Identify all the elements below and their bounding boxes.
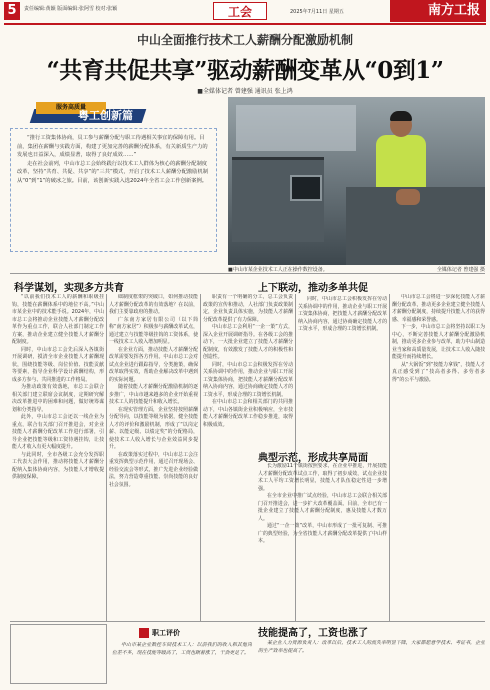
article-kicker: 中山全面推行技术工人薪酬分配激励机制 [136, 33, 353, 47]
intro-paragraph: 走在社会前列，中山市总工会始终践行以技术工人群体为核心的薪酬分配制度改革，坚持“共育、共促、共享”的“三共”模式，开启了技术工人薪酬分配激励机制从“0”到“1”的破冰之旅。目前，该创新实践入选2024年全省工会工作创新案例。 [17, 160, 209, 184]
bottom-inset-box [10, 624, 107, 684]
editor-credits: 责任编辑:黄颖 版面编辑:张阿雪 校对:张颖 [24, 6, 118, 12]
body-paragraph: 同时，中山市总工会积极发挥在劳动关系协调中的作用，推动企业与职工开展工资集体协商，把技能人才薪酬分配改革纳入协商内容，通过协商确定技能人才的工资水平，形成合理的工资增长机制。 [203, 361, 293, 398]
body-column-4 [258, 463, 387, 621]
body-paragraph: 与此同时，全市各级工会充分发挥职工代表大会作用，推动将技能人才薪酬分配纳入集体协商内容，为技能人才增收提供制度保障。 [12, 451, 104, 480]
masthead-rule [4, 23, 486, 25]
body-paragraph: 在政策落实过程中，中山市总工会注重发挥典型示范作用，通过召开现场会、经验交流会等形式，推广先进企业经验做法，努力营造尊重技能、崇尚技能的良好社会氛围。 [109, 451, 198, 488]
photo-worker [376, 113, 424, 173]
column-banner [26, 97, 146, 127]
body-column-2 [109, 294, 198, 621]
banner-label: 服务高质量 [36, 102, 106, 114]
body-paragraph: 同时，中山市总工会积极发挥在劳动关系协调中的作用，推动企业与职工开展工资集体协商，把技能人才薪酬分配改革纳入协商内容，通过协商确定技能人才的工资水平，形成合理的工资增长机制。 [298, 296, 387, 332]
section-heading-2: 上下联动，推动多单共促 [258, 283, 368, 294]
body-paragraph: 长为激励11个镇街按照要求，在企业中推进，开展技能人才薪酬分配改革试点工作，取得了初步成效，试点企业技术工人平均工资增长明显，技能人才队伍稳定性进一步增强。 [258, 463, 387, 492]
article-photo [228, 97, 485, 265]
body-paragraph: 通过“一企一策”改革，中山市形成了一批可复制、可推广的典型经验，为全省技能人才薪酬分配改革提供了中山样本。 [258, 523, 387, 544]
body-paragraph: 随着技能人才薪酬分配激励机制的逐步推广，中山市越来越多的企业开始重视技术工人的技能提升和收入增长。 [109, 384, 198, 405]
photo-credit: 全媒体记者 曾建强 摄 [436, 267, 485, 273]
section-rule [10, 273, 485, 274]
body-column-1 [12, 294, 104, 621]
body-paragraph: 中山市总工会利用“一企一策”方式，深入企业开展调研指导。在各级工会的推动下，一大批企业建立了技能人才薪酬分配制度，有效激发了技能人才的积极性和创造性。 [203, 324, 293, 360]
body-paragraph: 在现实管理方面，企业坚持按照薪酬分配导向，以技能等级为依据，健全技能人才的评价和激励机制，形成了“以岗定薪、以能定级、以绩定奖”的分配格局，使技术工人收入增长与企业效益同步提升。 [109, 406, 198, 450]
article-headline: “共育共促共享”驱动薪酬变革从“0到1” [46, 57, 444, 84]
issue-date: 2025年7月11日 星期五 [290, 9, 344, 15]
page-number: 5 [4, 2, 20, 20]
quote-paragraph: 某企业人力资源负责人：改革以后，技术工人的流失率明显下降，大家都愿意学技术、考证书，企业的生产效率也提高了。 [258, 640, 485, 654]
section-heading-4: 技能提高了，工资也涨了 [258, 628, 368, 639]
banner-title: 粤工创新篇 [78, 109, 133, 122]
section-tag: 工会 [213, 2, 267, 20]
body-paragraph: 职责有一个明确的分工，总工会负责政策的宣传和推动，人社部门负责政策制定，企业负责具体实施，为技能人才薪酬分配改革提供了有力保障。 [203, 294, 293, 323]
caption-text: ■中山市某企业技术工人正在操作数控设备。 [228, 267, 328, 273]
photo-control-panel [290, 175, 322, 201]
body-paragraph: 广东南方家居有限公司（以下简称“南方家居”）积极参与薪酬改革试点，通过建立与技能等级挂钩的工资体系，使一线技术工人收入增加明显。 [109, 316, 198, 345]
body-paragraph: 础制度框架的突破口，如何推动技能人才薪酬分配改革的有效落地？在以前，我们主要靠政府的推动。 [109, 294, 198, 315]
newspaper-logo: 南方工报 [390, 0, 486, 22]
body-paragraph: 为推动政策有效落地，市总工会联合相关部门建立联席会议制度，定期研究解决改革推进中的困难和问题，做好统筹谋划和分类指导。 [12, 384, 104, 413]
section-heading-3: 典型示范，形成共享局面 [258, 453, 368, 464]
review-tag-label: 职工评价 [152, 629, 180, 637]
bottom-rule [10, 621, 485, 622]
body-paragraph: 在全市企业中推广试点经验，中山市总工会联合相关部门召开推进会，进一步扩大改革覆盖面。目前，全市已有一批企业建立了技能人才薪酬分配制度，惠及技能人才数万人。 [258, 493, 387, 522]
body-paragraph: 在企业方面，推动技能人才薪酬分配改革需要发挥各方作用。中山市总工会对试点企业进行跟踪指导，分类施策，确保改革取得实效，帮助企业解决改革中遇到的实际问题。 [109, 346, 198, 383]
body-paragraph: 中山市总工会将进一步深化技能人才薪酬分配改革，推动更多企业建立健全技能人才薪酬分配制度，持续提升技能人才的获得感、幸福感和荣誉感。 [392, 294, 485, 323]
bottom-quote-2 [258, 640, 485, 686]
body-paragraph: 在中山市总工会和相关部门的共同推动下，中山各镇街企业积极响应，全市技能人才薪酬分配改革工作稳步推进，取得积极成效。 [203, 399, 293, 428]
column-rule [389, 294, 390, 621]
article-byline: ■全媒体记者 曾建强 通讯员 张上鸿 [197, 88, 293, 95]
body-paragraph: 此外，中山市总工会还以一线企业为重点，联合有关部门召开推进会，对企业技能人才薪酬分配改革工作进行部署，引导企业把技能等级和工资待遇挂钩，让技能人才收入有更大幅度提升。 [12, 414, 104, 450]
section-heading-1: 科学谋划，实现多方共育 [14, 283, 124, 294]
body-paragraph: 下一步，中山市总工会将坚持以职工为中心，不断完善技能人才薪酬分配激励机制，推动更多企业参与改革，助力中山制造业当家和高质量发展，让技术工人收入随技能提升而持续增长。 [392, 324, 485, 360]
tag-square-icon [139, 628, 149, 638]
body-column-4a [298, 296, 387, 446]
photo-window [236, 105, 356, 151]
quote-paragraph: 中山市某企业数控车间技术工人：以前我们的收入和其他岗位差不多，现在技能等级高了，工资也跟着涨了，干劲更足了。 [112, 642, 252, 656]
review-tag [139, 628, 191, 638]
masthead [0, 0, 490, 22]
column-rule [106, 294, 107, 621]
intro-box [10, 128, 217, 252]
column-rule [200, 294, 201, 621]
photo-caption [228, 266, 485, 273]
body-paragraph: 同时，中山市总工会先后深入各镇街开展调研，摸清全市企业技能人才薪酬现状，围绕技能等级、岗位价值、技能贡献等要素，指导企业科学设计薪酬结构，形成多方参与、共同推进的工作格局。 [12, 346, 104, 383]
body-paragraph: “以前我们技术工人的薪酬和职级挂钩，技能在薪酬体系中的地位不高。”中山市某企业中的技术能手说。2024年，中山市总工会将推动企业技能人才薪酬分配改革作为重点工作，联合人社部门制定工作方案，推动企业建立健全技能人才薪酬分配制度。 [12, 294, 104, 345]
photo-hand [396, 189, 420, 205]
bottom-quote-1 [112, 642, 252, 686]
body-paragraph: 从“大锅饭”到“按能力拿钱”，技能人才真正感受到了“技高者多得、多劳者多得”的公平与激励。 [392, 361, 485, 383]
intro-paragraph: “推行工资集体协商，员工参与薪酬分配与职工待遇相关事宜的保障有用。目前，集团在薪酬与实践方面，构建了更加完善的薪酬分配体系，有关新质生产力的发展也日益深入，成绩显著，取得了良好成效……” [17, 135, 208, 159]
body-column-5 [392, 294, 485, 621]
